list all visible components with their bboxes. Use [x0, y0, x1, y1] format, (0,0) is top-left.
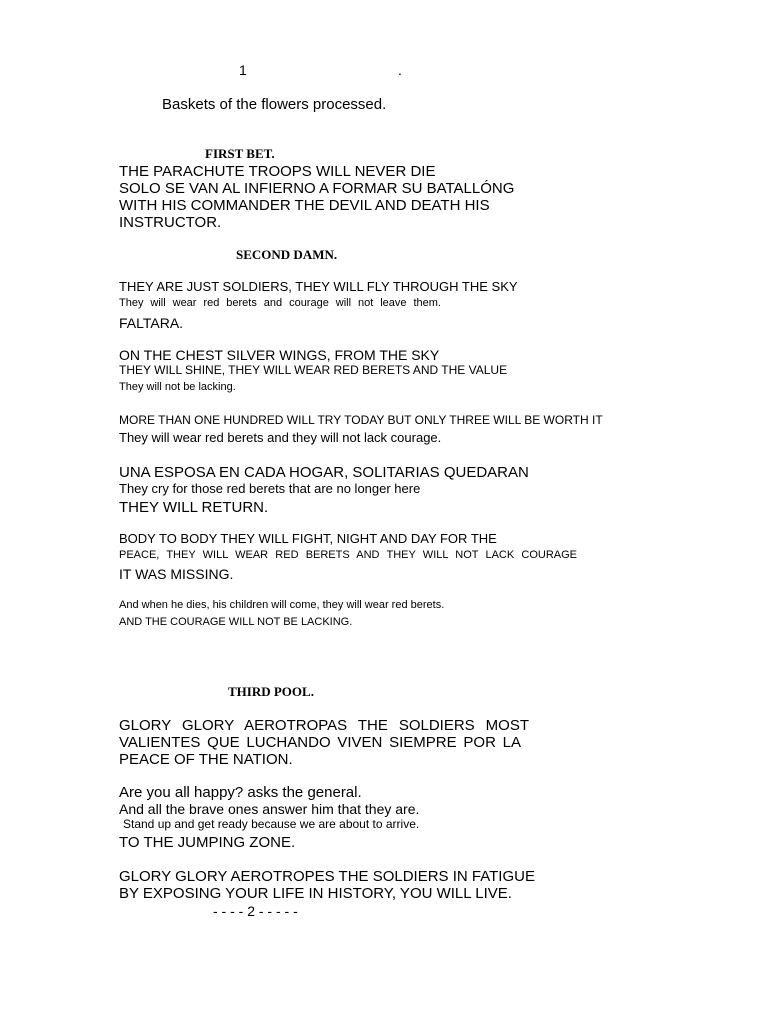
verse-line: BY EXPOSING YOUR LIFE IN HISTORY, YOU WILL LIVE.	[119, 885, 512, 902]
section-title-third: THIRD POOL.	[228, 684, 314, 699]
verse-line: BODY TO BODY THEY WILL FIGHT, NIGHT AND DAY FOR THE	[119, 531, 497, 546]
verse-line: THE PARACHUTE TROOPS WILL NEVER DIE	[119, 163, 436, 180]
page-footer-marker: - - - - 2 - - - - -	[213, 903, 298, 919]
verse-line: THEY WILL RETURN.	[119, 499, 269, 516]
verse-line: FALTARA.	[119, 315, 184, 331]
verse-line: IT WAS MISSING.	[119, 566, 234, 582]
verse-line: SOLO SE VAN AL INFIERNO A FORMAR SU BATALLÓNG	[119, 180, 515, 197]
verse-line: GLORY GLORY AEROTROPES THE SOLDIERS IN FATIGUE	[119, 868, 535, 885]
verse-line: They will wear red berets and courage will not leave them.	[119, 297, 441, 309]
verse-line: UNA ESPOSA EN CADA HOGAR, SOLITARIAS QUEDARAN	[119, 464, 529, 481]
verse-line: THEY WILL SHINE, THEY WILL WEAR RED BERETS AND THE VALUE	[119, 363, 508, 377]
verse-line: MORE THAN ONE HUNDRED WILL TRY TODAY BUT ONLY THREE WILL BE WORTH IT	[119, 413, 603, 427]
verse-line: INSTRUCTOR.	[119, 214, 222, 231]
verse-line: AND THE COURAGE WILL NOT BE LACKING.	[119, 616, 353, 628]
verse-line: They will wear red berets and they will not lack courage.	[119, 430, 442, 445]
verse-line: PEACE OF THE NATION.	[119, 751, 293, 768]
page-number: 1	[239, 62, 247, 78]
verse-line: THEY ARE JUST SOLDIERS, THEY WILL FLY THROUGH THE SKY	[119, 279, 518, 294]
section-title-second: SECOND DAMN.	[236, 247, 338, 262]
section-title-first: FIRST BET.	[205, 146, 275, 161]
intro-line: Baskets of the flowers processed.	[162, 96, 387, 113]
verse-line: And when he dies, his children will come, they will wear red berets.	[119, 599, 445, 611]
verse-line: They cry for those red berets that are no longer here	[119, 481, 421, 496]
verse-line: PEACE, THEY WILL WEAR RED BERETS AND THEY WILL NOT LACK COURAGE	[119, 549, 577, 561]
verse-line: GLORY GLORY AEROTROPAS THE SOLDIERS MOST	[119, 717, 529, 734]
verse-line: WITH HIS COMMANDER THE DEVIL AND DEATH HIS	[119, 197, 490, 214]
verse-line: Are you all happy? asks the general.	[119, 784, 362, 801]
verse-line: TO THE JUMPING ZONE.	[119, 834, 296, 851]
verse-line: ON THE CHEST SILVER WINGS, FROM THE SKY	[119, 347, 440, 363]
header-dot: .	[398, 62, 402, 78]
verse-line: And all the brave ones answer him that they are.	[119, 801, 420, 817]
verse-line: They will not be lacking.	[119, 381, 236, 393]
verse-line: Stand up and get ready because we are about to arrive.	[123, 817, 420, 831]
verse-line: VALIENTES QUE LUCHANDO VIVEN SIEMPRE POR LA	[119, 734, 521, 751]
